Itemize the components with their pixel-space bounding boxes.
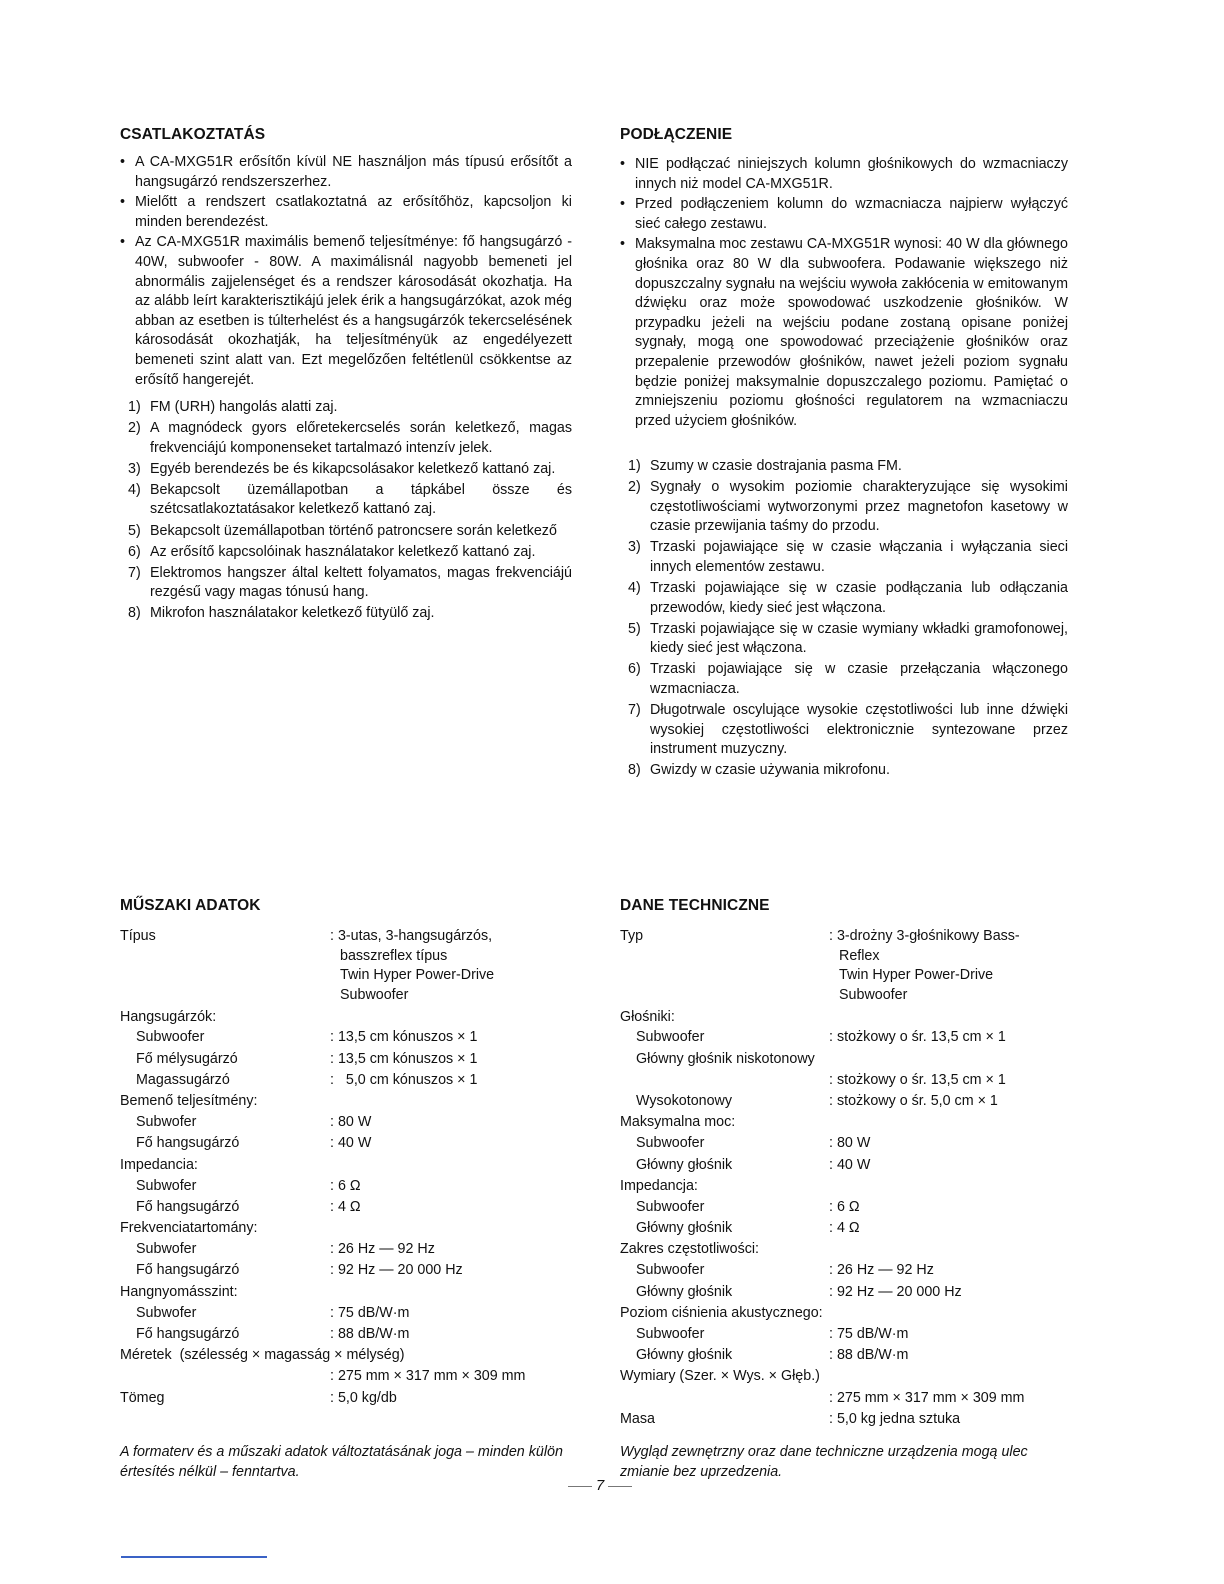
list-item: 5) Bekapcsolt üzemállapotban történő patroncsere során keletkező <box>128 522 557 539</box>
spec-row: : 275 mm × 317 mm × 309 mm <box>330 1368 526 1385</box>
spec-row: Méretek (szélesség × magasság × mélység) <box>120 1347 405 1364</box>
footnote-pl: Wygląd zewnętrzny oraz dane techniczne urządzenia mogą ulec zmianie bez uprzedzenia. <box>620 1444 1028 1480</box>
bullet-item: • Az CA-MXG51R maximális bemenő teljesítménye: fő hangsugárzó - 40W, subwoofer - 80W. A maximálisnál nagyobb bemeneti jel abnormális zajjelenséget és a rendszer károsodását okozhatja. Ha az alább leírt karakterisztikájú jelek érik a hangsugárzókat, azok még abban az esetben is túlterhelést és a hangsugárzók tekercselésének károsodását okozhatják, ha teljesítményük az engedélyezett bemeneti szint alatt van. Ezt megelőzően feltétlenül csökkentse az erősítő hangerejét. <box>120 234 572 388</box>
spec-row: Główny głośnik : 88 dB/W·m <box>636 1347 909 1364</box>
spec-row: Fő hangsugárzó : 92 Hz — 20 000 Hz <box>136 1262 463 1279</box>
spec-row: Twin Hyper Power-Drive <box>340 967 495 984</box>
footnote-hu: A formaterv és a műszaki adatok változtatásának joga – minden külön értesítés nélkül – fenntartva. <box>120 1444 563 1480</box>
spec-row: Główny głośnik : 92 Hz — 20 000 Hz <box>636 1283 962 1300</box>
spec-row: Subwofer : 75 dB/W·m <box>136 1304 410 1321</box>
spec-row: Subwoofer : 26 Hz — 92 Hz <box>636 1262 934 1279</box>
bullet-item: • A CA-MXG51R erősítőn kívül NE használjon más típusú erősítőt a hangsugárzó rendszerszerhez. <box>120 154 572 190</box>
list-item: 5) Trzaski pojawiające się w czasie wymiany wkładki gramofonowej, kiedy sieć jest włączona. <box>628 620 1068 657</box>
spec-row: basszreflex típus <box>340 947 448 964</box>
list-item: 2) Sygnały o wysokim poziomie charakteryzujące się wysokimi częstotliwościami wytworzonymi przez magnetofon kasetowy w czasie przewijania taśmy do przodu. <box>628 479 1068 535</box>
spec-row: Subwofer : 6 Ω <box>136 1177 361 1194</box>
spec-row: Impedancja: <box>620 1177 698 1194</box>
section-heading-specs-pl: DANE TECHNICZNE <box>620 897 770 914</box>
list-item: 1) Szumy w czasie dostrajania pasma FM. <box>628 458 902 474</box>
list-item: 3) Egyéb berendezés be és kikapcsolásakor keletkező kattanó zaj. <box>128 460 556 477</box>
spec-row: Typ : 3-drożny 3-głośnikowy Bass- <box>620 928 1020 944</box>
spec-row: Típus : 3-utas, 3-hangsugárzós, <box>120 928 493 944</box>
spec-row: Subwoofer : 6 Ω <box>636 1198 860 1215</box>
spec-row: Hangnyomásszint: <box>120 1283 238 1300</box>
spec-row: : 275 mm × 317 mm × 309 mm <box>829 1389 1025 1406</box>
spec-row: Frekvenciatartomány: <box>120 1220 258 1237</box>
spec-row: Subwoofer : 13,5 cm kónuszos × 1 <box>136 1029 478 1046</box>
list-item: 8) Mikrofon használatakor keletkező fütyülő zaj. <box>128 605 435 622</box>
spec-row: Masa : 5,0 kg jedna sztuka <box>620 1410 961 1427</box>
page-number: 7 <box>560 1477 640 1494</box>
spec-row: Subwoofer <box>839 986 908 1003</box>
spec-row: Główny głośnik : 40 W <box>636 1156 871 1173</box>
bullet-list-pl <box>620 155 1068 432</box>
spec-row: Poziom ciśnienia akustycznego: <box>620 1304 823 1321</box>
list-item: 2) A magnódeck gyors előretekercselés során keletkező, magas frekvenciájú komponenseket tartalmazó intenzív jelek. <box>128 420 572 456</box>
section-heading-connection-hu: CSATLAKOZTATÁS <box>120 126 266 143</box>
bullet-item: • NIE podłączać niniejszych kolumn głośnikowych do wzmacniaczy innych niż model CA-MXG51R. <box>620 156 1068 192</box>
bullet-item: • Przed podłączeniem kolumn do wzmacniacza najpierw wyłączyć sieć całego zestawu. <box>620 196 1068 232</box>
spec-row: Wymiary (Szer. × Wys. × Głęb.) <box>620 1368 820 1385</box>
section-heading-connection-pl: PODŁĄCZENIE <box>620 126 733 143</box>
list-item: 3) Trzaski pojawiające się w czasie włączania i wyłączania sieci innych elementów zestawu. <box>628 539 1068 575</box>
spec-row: Subwoofer : 75 dB/W·m <box>636 1326 909 1342</box>
spec-row: Zakres częstotliwości: <box>620 1241 760 1258</box>
spec-row: Główny głośnik niskotonowy <box>636 1050 815 1067</box>
spec-row: : stożkowy o śr. 13,5 cm × 1 <box>829 1071 1006 1088</box>
bullet-list-hu <box>120 153 572 391</box>
spec-row: Subwoofer : 80 W <box>636 1135 871 1152</box>
spec-table-hu <box>120 926 572 1409</box>
list-item: 8) Gwizdy w czasie używania mikrofonu. <box>628 762 890 779</box>
spec-row: Tömeg : 5,0 kg/db <box>120 1389 397 1406</box>
spec-row: Reflex <box>839 947 880 964</box>
numbered-list-hu <box>120 398 572 626</box>
list-item: 6) Trzaski pojawiające się w czasie przełączania włączonego wzmacniacza. <box>628 661 1068 698</box>
list-item: 1) FM (URH) hangolás alatti zaj. <box>128 399 338 415</box>
spec-row: Maksymalna moc: <box>620 1114 736 1131</box>
spec-row: Fő mélysugárzó : 13,5 cm kónuszos × 1 <box>136 1050 478 1067</box>
section-heading-specs-hu: MŰSZAKI ADATOK <box>120 897 261 914</box>
spec-row: Główny głośnik : 4 Ω <box>636 1220 860 1237</box>
spec-row: Subwoofer <box>340 986 409 1003</box>
spec-row: Fő hangsugárzó : 4 Ω <box>136 1198 361 1215</box>
list-item: 7) Długotrwale oscylujące wysokie częstotliwości lub inne dźwięki wysokiej częstotliwości elektronicznie syntezowane przez instrument muzyczny. <box>628 702 1068 758</box>
spec-row: Magassugárzó : 5,0 cm kónuszos × 1 <box>136 1071 478 1088</box>
list-item: 7) Elektromos hangszer által keltett folyamatos, magas frekvenciájú rezgésű vagy magas tónusú hang. <box>128 564 572 601</box>
spec-row: Hangsugárzók: <box>120 1009 217 1026</box>
spec-row: Wysokotonowy : stożkowy o śr. 5,0 cm × 1 <box>636 1092 998 1109</box>
spec-row: Impedancia: <box>120 1156 198 1173</box>
list-item: 6) Az erősítő kapcsolóinak használatakor keletkező kattanó zaj. <box>128 543 536 560</box>
spec-row: Głośniki: <box>620 1009 675 1026</box>
footer-rule <box>121 1556 267 1558</box>
spec-row: Twin Hyper Power-Drive <box>839 967 994 984</box>
numbered-list-pl <box>620 457 1068 783</box>
spec-table-pl <box>620 926 1072 1430</box>
spec-row: Subwofer : 80 W <box>136 1114 372 1131</box>
list-item: 4) Trzaski pojawiające się w czasie podłączania lub odłączania przewodów, kiedy sieć jest włączona. <box>628 580 1068 616</box>
spec-row: Subwoofer : stożkowy o śr. 13,5 cm × 1 <box>636 1029 1006 1046</box>
spec-row: Fő hangsugárzó : 88 dB/W·m <box>136 1326 410 1342</box>
spec-row: Fő hangsugárzó : 40 W <box>136 1135 372 1152</box>
bullet-item: • Maksymalna moc zestawu CA-MXG51R wynosi: 40 W dla głównego głośnika oraz 80 W dla subwoofera. Podawanie większego niż dopuszczalny sygnału na wejściu wywoła zakłócenia w emitowanym dźwięku oraz może spowodować uszkodzenie głośników. W przypadku jeżeli na wejściu podane zostaną opisane poniżej sygnały, mogą one spowodować przeciążenie głośników oraz przepalenie przewodów głośników, nawet jeżeli poziom sygnału będzie poniżej maksymalnie dopuszczalego poziomu. Pamiętać o zmniejszeniu poziomu głośności regulatorem na wzmacniaczu przed użyciem głośników. <box>620 236 1068 429</box>
spec-row: Bemenő teljesítmény: <box>120 1092 258 1109</box>
list-item: 4) Bekapcsolt üzemállapotban a tápkábel össze és szétcsatlakoztatásakor keletkező kattanó zaj. <box>128 481 572 518</box>
spec-row: Subwofer : 26 Hz — 92 Hz <box>136 1241 435 1258</box>
bullet-item: • Mielőtt a rendszert csatlakoztatná az erősítőhöz, kapcsoljon ki minden berendezést. <box>120 194 572 230</box>
